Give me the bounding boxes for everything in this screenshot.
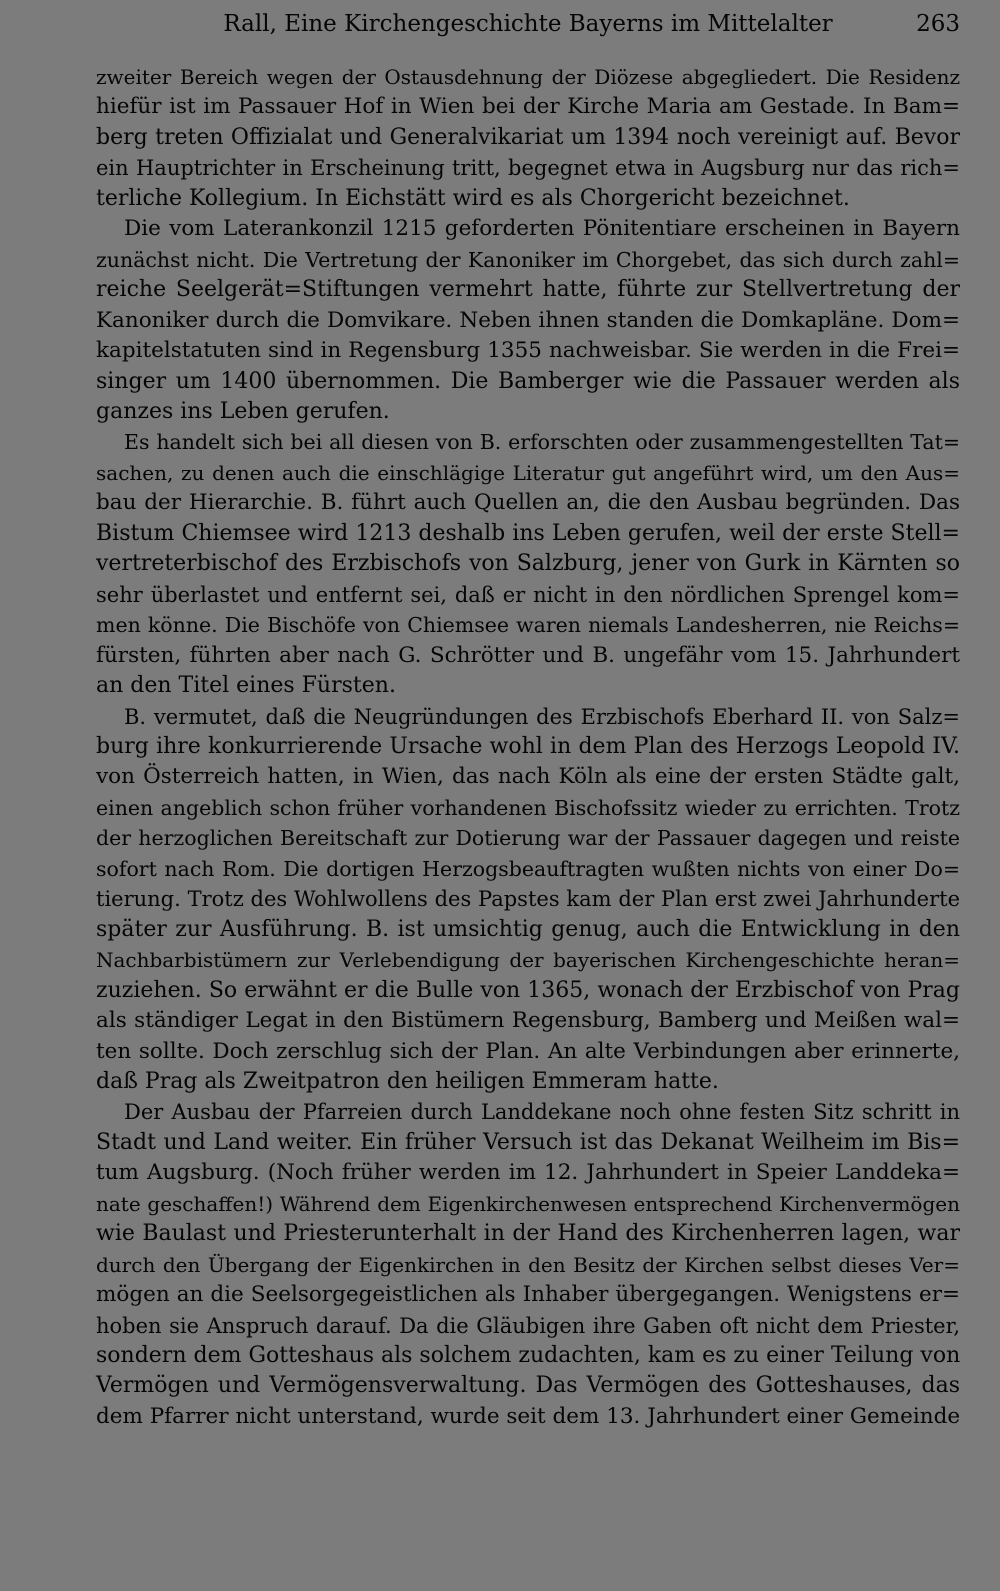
body-text (96, 62, 960, 1432)
text-line: an den Titel eines Fürsten. (96, 673, 396, 699)
text-line: mögen an die Seelsorgegeistlichen als Inhaber übergegangen. Wenigstens er= (96, 1282, 960, 1308)
text-line: Nachbarbistümern zur Verlebendigung der bayerischen Kirchengeschichte heran= (96, 948, 960, 973)
running-head (96, 6, 960, 42)
text-line: sofort nach Rom. Die dortigen Herzogsbeauftragten wußten nichts von einer Do= (96, 856, 960, 881)
text-line: hiefür ist im Passauer Hof in Wien bei der Kirche Maria am Gestade. In Bam= (96, 94, 960, 120)
page-number: 263 (916, 11, 960, 37)
text-line: Vermögen und Vermögensverwaltung. Das Vermögen des Gotteshauses, das (96, 1373, 960, 1399)
text-line: tum Augsburg. (Noch früher werden im 12. Jahrhundert in Speier Landdeka= (96, 1160, 960, 1186)
text-line: tierung. Trotz des Wohlwollens des Papstes kam der Plan erst zwei Jahrhunderte (96, 887, 960, 912)
text-line: men könne. Die Bischöfe von Chiemsee waren niemals Landesherren, nie Reichs= (96, 613, 960, 638)
text-line: der herzoglichen Bereitschaft zur Dotierung war der Passauer dagegen und reiste (96, 826, 960, 851)
text-line: B. vermutet, daß die Neugründungen des Erzbischofs Eberhard II. von Salz= (124, 704, 960, 729)
text-line: ganzes ins Leben gerufen. (96, 398, 390, 424)
text-line: Stadt und Land weiter. Ein früher Versuch ist das Dekanat Weilheim im Bis= (96, 1129, 960, 1155)
text-line: sehr überlastet und entfernt sei, daß er nicht in den nördlichen Sprengel kom= (96, 582, 960, 607)
text-line: Kanoniker durch die Domvikare. Neben ihnen standen die Domkapläne. Dom= (96, 307, 960, 333)
text-line: später zur Ausführung. B. ist umsichtig genug, auch die Entwicklung in den (96, 916, 960, 942)
text-line: ein Hauptrichter in Erscheinung tritt, begegnet etwa in Augsburg nur das rich= (96, 156, 960, 181)
text-line: wie Baulast und Priesterunterhalt in der Hand des Kirchenherren lagen, war (96, 1221, 960, 1247)
text-line: von Österreich hatten, in Wien, das nach Köln als eine der ersten Städte galt, (96, 764, 960, 790)
text-line: reiche Seelgerät=Stiftungen vermehrt hatte, führte zur Stellvertretung der (96, 277, 960, 303)
text-line: Es handelt sich bei all diesen von B. erforschten oder zusammengestellten Tat= (124, 430, 960, 455)
text-line: zuziehen. So erwähnt er die Bulle von 1365, wonach der Erzbischof von Prag (96, 977, 960, 1003)
text-line: dem Pfarrer nicht unterstand, wurde seit dem 13. Jahrhundert einer Gemeinde (96, 1403, 961, 1429)
text-line: Der Ausbau der Pfarreien durch Landdekane noch ohne festen Sitz schritt in (124, 1100, 960, 1125)
text-line: vertreterbischof des Erzbischofs von Salzburg, jener von Gurk in Kärnten so (96, 551, 960, 577)
text-line: sondern dem Gotteshaus als solchem zudachten, kam es zu einer Teilung von (96, 1343, 961, 1369)
text-line: Die vom Laterankonzil 1215 geforderten Pönitentiare erscheinen in Bayern (124, 216, 960, 242)
text-line: daß Prag als Zweitpatron den heiligen Emmeram hatte. (96, 1068, 719, 1094)
text-line: als ständiger Legat in den Bistümern Regensburg, Bamberg und Meißen wal= (96, 1008, 960, 1034)
text-line: singer um 1400 übernommen. Die Bamberger wie die Passauer werden als (96, 368, 960, 394)
text-line: zweiter Bereich wegen der Ostausdehnung der Diözese abgegliedert. Die Residenz (96, 65, 960, 89)
text-line: fürsten, führten aber nach G. Schrötter und B. ungefähr vom 15. Jahrhundert (96, 642, 960, 668)
text-line: berg treten Offizialat und Generalvikariat um 1394 noch vereinigt auf. Bevor (96, 124, 960, 150)
text-line: hoben sie Anspruch darauf. Da die Gläubigen ihre Gaben oft nicht dem Priester, (96, 1313, 960, 1338)
text-line: Bistum Chiemsee wird 1213 deshalb ins Leben gerufen, weil der erste Stell= (96, 520, 960, 546)
text-line: zunächst nicht. Die Vertretung der Kanoniker im Chorgebet, das sich durch zahl= (96, 247, 960, 272)
text-line: bau der Hierarchie. B. führt auch Quellen an, die den Ausbau begründen. Das (96, 490, 960, 516)
text-line: einen angeblich schon früher vorhandenen Bischofssitz wieder zu errichten. Trotz (96, 795, 960, 820)
running-title: Rall, Eine Kirchengeschichte Bayerns im Mittelalter (223, 11, 833, 37)
text-line: durch den Übergang der Eigenkirchen in den Besitz der Kirchen selbst dieses Ver= (96, 1252, 960, 1277)
text-line: ten sollte. Doch zerschlug sich der Plan. An alte Verbindungen aber erinnerte, (96, 1038, 960, 1064)
text-line: nate geschaffen!) Während dem Eigenkirchenwesen entsprechend Kirchenvermögen (96, 1191, 960, 1216)
text-line: kapitelstatuten sind in Regensburg 1355 nachweisbar. Sie werden in die Frei= (96, 338, 960, 364)
text-line: terliche Kollegium. In Eichstätt wird es als Chorgericht bezeichnet. (96, 185, 850, 211)
text-line: sachen, zu denen auch die einschlägige Literatur gut angeführt wird, um den Aus= (96, 460, 960, 485)
text-line: burg ihre konkurrierende Ursache wohl in dem Plan des Herzogs Leopold IV. (96, 733, 960, 759)
